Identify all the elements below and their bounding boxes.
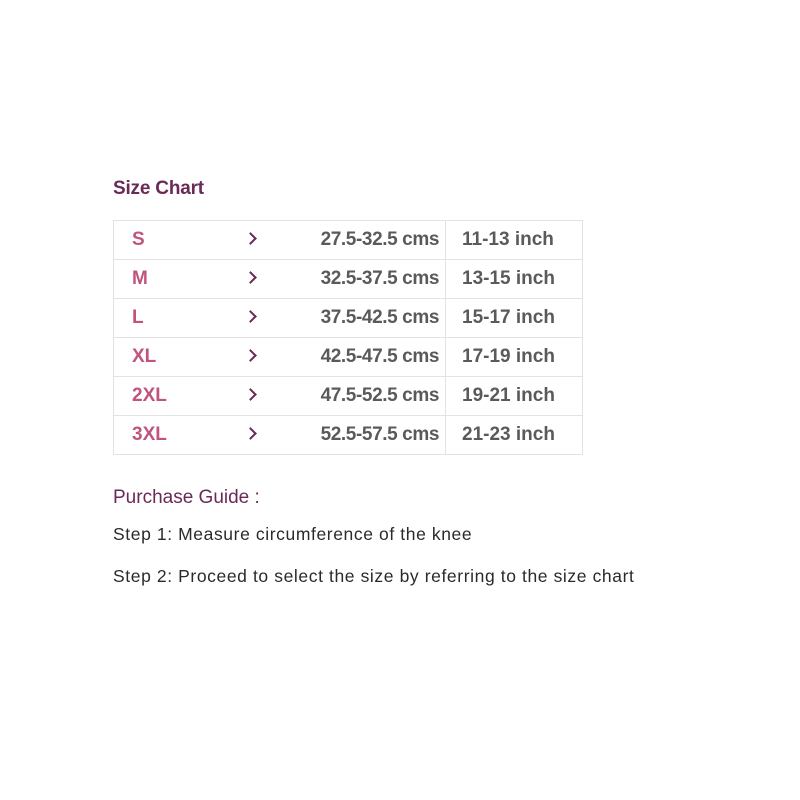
table-row — [114, 377, 583, 416]
cms-range: 42.5-47.5 cms — [298, 338, 446, 377]
size-label: XL — [114, 338, 219, 377]
cms-range: 47.5-52.5 cms — [298, 377, 446, 416]
purchase-step-2: Step 2: Proceed to select the size by referring to the size chart — [113, 566, 635, 586]
size-label: 3XL — [114, 416, 219, 455]
table-row — [114, 416, 583, 455]
table-row — [114, 260, 583, 299]
inch-range: 11-13 inch — [446, 221, 583, 260]
table-row — [114, 338, 583, 377]
size-label: M — [114, 260, 219, 299]
inch-range: 15-17 inch — [446, 299, 583, 338]
purchase-guide-title: Purchase Guide : — [113, 487, 260, 508]
inch-range: 21-23 inch — [446, 416, 583, 455]
inch-range: 17-19 inch — [446, 338, 583, 377]
inch-range: 13-15 inch — [446, 260, 583, 299]
purchase-step-1: Step 1: Measure circumference of the knee — [113, 524, 473, 544]
chevron-right-icon — [244, 349, 257, 362]
chevron-right-icon — [244, 232, 257, 245]
chevron-right-icon — [244, 427, 257, 440]
cms-range: 37.5-42.5 cms — [298, 299, 446, 338]
size-label: S — [114, 221, 219, 260]
cms-range: 52.5-57.5 cms — [298, 416, 446, 455]
chevron-right-icon — [244, 310, 257, 323]
chevron-right-icon — [244, 388, 257, 401]
table-row — [114, 299, 583, 338]
inch-range: 19-21 inch — [446, 377, 583, 416]
chevron-right-icon — [244, 271, 257, 284]
size-label: 2XL — [114, 377, 219, 416]
size-chart-title: Size Chart — [113, 178, 204, 199]
size-label: L — [114, 299, 219, 338]
size-chart-table — [113, 220, 583, 455]
cms-range: 32.5-37.5 cms — [298, 260, 446, 299]
cms-range: 27.5-32.5 cms — [298, 221, 446, 260]
table-row — [114, 221, 583, 260]
